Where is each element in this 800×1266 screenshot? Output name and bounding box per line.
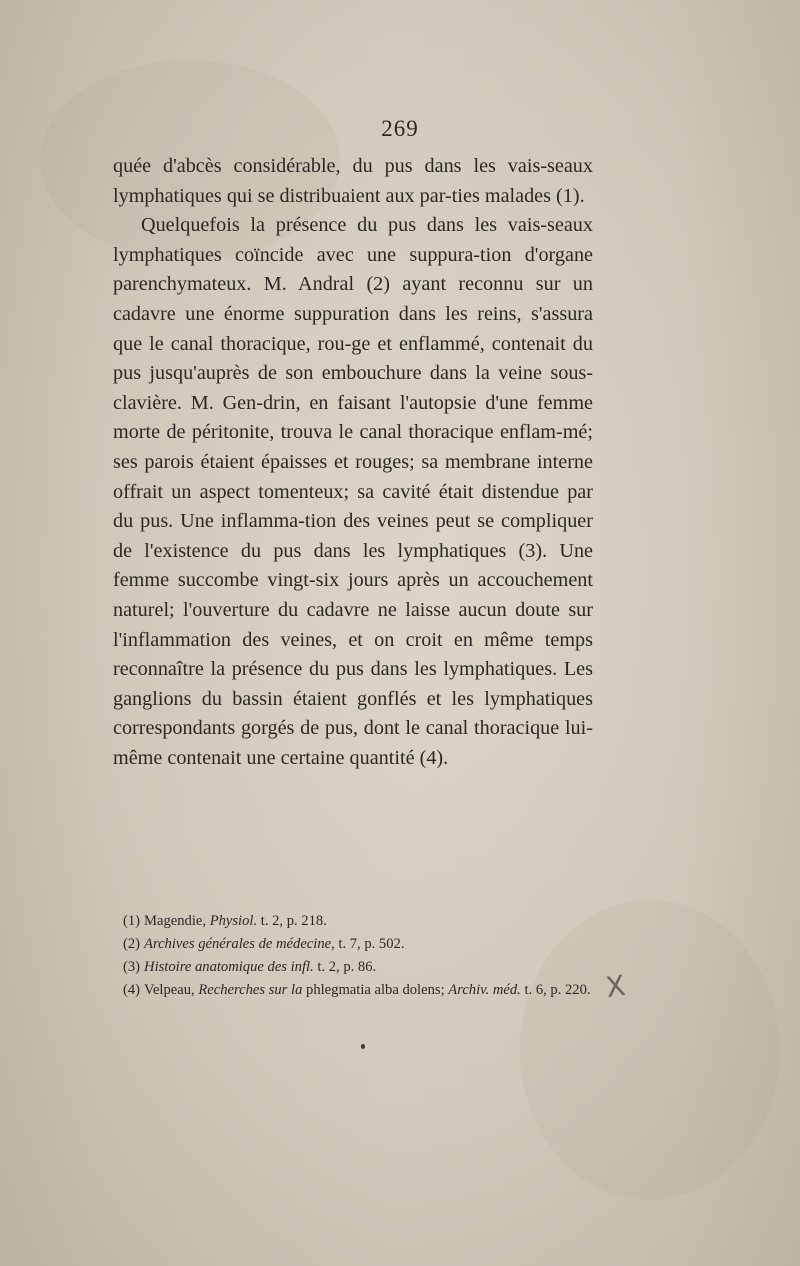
footnote-ref: t. 2, p. 86. xyxy=(313,959,377,975)
footnote-title: Physiol. xyxy=(209,913,258,929)
footnote-ref: t. 2, p. 218. xyxy=(257,913,327,929)
footnote-3 xyxy=(123,956,613,979)
footnote-text: Velpeau, xyxy=(144,982,199,998)
body-text xyxy=(113,152,593,773)
footnote-text: Magendie, xyxy=(144,913,210,929)
footnote-number: (1) xyxy=(123,913,141,929)
footnote-text: phlegmatia alba dolens; xyxy=(302,982,449,998)
footnote-title: Recherches sur la xyxy=(198,982,303,998)
footnote-ref: t. 7, p. 502. xyxy=(334,936,405,952)
footnote-number: (4) xyxy=(123,982,141,998)
footnote-2 xyxy=(123,933,613,956)
footnote-4 xyxy=(123,979,613,1002)
footnote-1 xyxy=(123,910,613,933)
footnotes xyxy=(123,910,613,1002)
footnote-number: (3) xyxy=(123,959,141,975)
paragraph-continuation: quée d'abcès considérable, du pus dans les vais-seaux lymphatiques qui se distribuaient aux par-ties malades (1). xyxy=(113,155,593,207)
ink-dot xyxy=(361,1044,365,1049)
footnote-title: Archives générales de médecine, xyxy=(144,936,335,952)
page-number: 269 xyxy=(381,116,419,141)
footnote-ref: t. 6, p. 220. xyxy=(520,982,591,998)
paragraph-main: Quelquefois la présence du pus dans les vais-seaux lymphatiques coïncide avec une suppura-tion d'organe parenchymateux. M. Andral (2) ayant reconnu sur un cadavre une énorme suppuration dans les reins, s'assura que le canal thoracique, rou-ge et enflammé, contenait du pus jusqu'auprès de son embouchure dans la veine sous-clavière. M. Gen-drin, en faisant l'autopsie d'une femme morte de péritonite, trouva le canal thoracique enflam-mé; ses parois étaient épaisses et rouges; sa membrane interne offrait un aspect tomenteux; sa cavité était distendue par du pus. Une inflamma-tion des veines peut se compliquer de l'existence du pus dans les lymphatiques (3). Une femme succombe vingt-six jours après un accouchement naturel; l'ouverture du cadavre ne laisse aucun doute sur l'inflammation des veines, et on croit en même temps reconnaître la présence du pus dans les lymphatiques. Les ganglions du bassin étaient gonflés et les lymphatiques correspondants gorgés de pus, dont le canal thoracique lui-même contenait une certaine quantité (4). xyxy=(113,214,593,769)
pencil-margin-mark: X xyxy=(603,968,628,1005)
footnote-title: Histoire anatomique des infl. xyxy=(144,959,314,975)
footnote-journal: Archiv. méd. xyxy=(448,982,521,998)
footnote-number: (2) xyxy=(123,936,141,952)
